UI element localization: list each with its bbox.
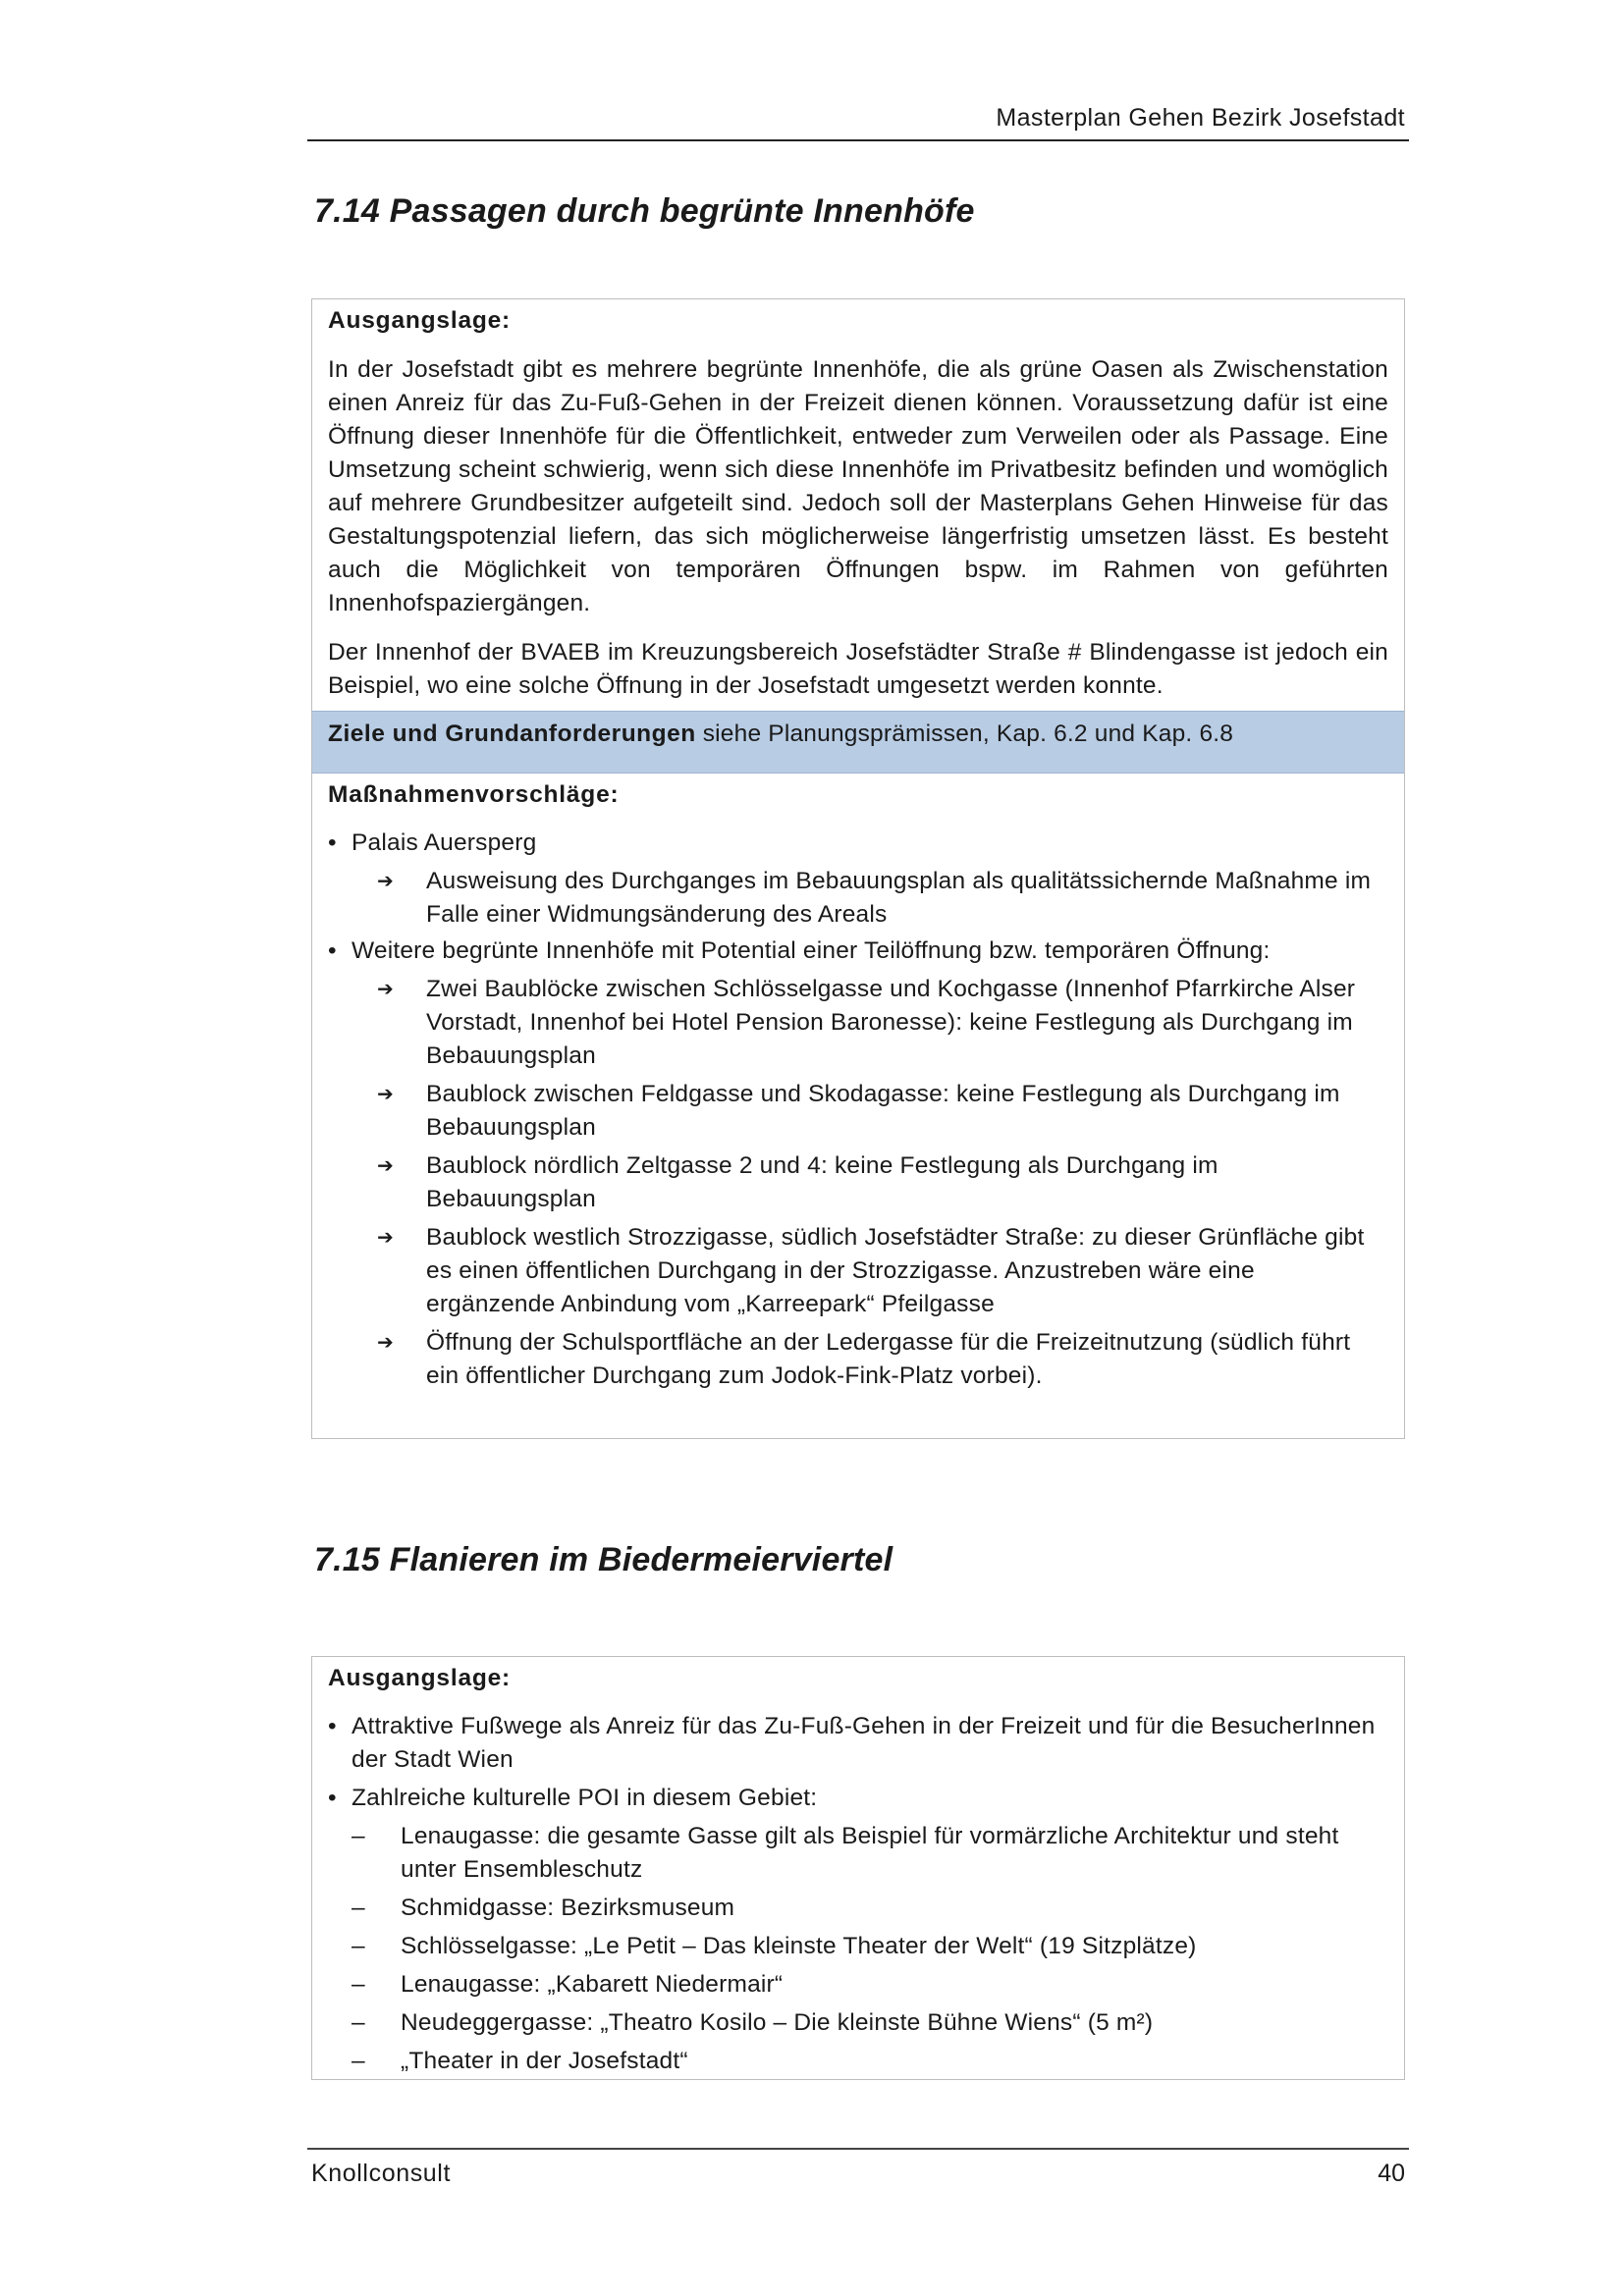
arrow-icon: ➔ xyxy=(377,1227,394,1249)
list-item: ➔ Ausweisung des Durchganges im Bebauungsplan als qualitätssichernde Maßnahme im Falle einer Widmungsänderung des Areals xyxy=(328,865,1388,932)
list-item: ➔ Baublock zwischen Feldgasse und Skodagasse: keine Festlegung als Durchgang im Bebauungsplan xyxy=(328,1078,1388,1145)
list-item: – Schmidgasse: Bezirksmuseum xyxy=(352,1895,735,1921)
ausgangslage-label-2: Ausgangslage: xyxy=(328,1665,512,1691)
ausgangslage-para-1: In der Josefstadt gibt es mehrere begrünte Innenhöfe, die als grüne Oasen als Zwischenstation einen Anreiz für das Zu-Fuß-Gehen in der Freizeit dienen können. Voraussetzung dafür ist eine Öffnung dieser Innenhöfe für die Öffentlichkeit, entweder zum Verweilen oder als Passage. Eine Umsetzung scheint schwierig, wenn sich diese Innenhöfe im Privatbesitz befinden und womöglich auf mehrere Grundbesitzer aufgeteilt sind. Jedoch soll der Masterplans Gehen Hinweise für das Gestaltungspotenzial liefern, das sich möglicherweise längerfristig umsetzen lässt. Es besteht auch die Möglichkeit von temporären Öffnungen bspw. im Rahmen von geführten Innenhofspaziergängen. xyxy=(328,356,1388,616)
list-item: – Lenaugasse: „Kabarett Niedermair“ xyxy=(352,1971,784,1998)
list-item: – Lenaugasse: die gesamte Gasse gilt als Beispiel für vormärzliche Architektur und steht unter Ensembleschutz xyxy=(352,1823,1339,1883)
arrow-icon: ➔ xyxy=(377,1155,394,1177)
goals-label: Ziele und Grundanforderungen xyxy=(328,721,696,747)
poi-list xyxy=(328,1710,1388,2078)
section-7-14-heading: 7.14 Passagen durch begrünte Innenhöfe xyxy=(314,192,975,230)
list-item: – Schlösselgasse: „Le Petit – Das kleinste Theater der Welt“ (19 Sitzplätze) xyxy=(352,1933,1197,1959)
list-item: • Weitere begrünte Innenhöfe mit Potential einer Teilöffnung bzw. temporären Öffnung: xyxy=(328,934,1388,968)
list-item: ➔ Baublock nördlich Zeltgasse 2 und 4: keine Festlegung als Durchgang im Bebauungsplan xyxy=(328,1149,1388,1216)
ausgangslage-cell xyxy=(312,299,1404,703)
list-item: – Neudeggergasse: „Theatro Kosilo – Die kleinste Bühne Wiens“ (5 m²) xyxy=(352,2009,1154,2036)
ausgangslage-cell-2 xyxy=(312,1657,1404,2078)
goals-reference: siehe Planungsprämissen, Kap. 6.2 und Kap. 6.8 xyxy=(695,721,1234,747)
list-item: • Zahlreiche kulturelle POI in diesem Gebiet: xyxy=(328,1782,1388,1815)
list-item: ➔ Baublock westlich Strozzigasse, südlich Josefstädter Straße: zu dieser Grünfläche gibt es einen öffentlichen Durchgang in der Strozzigasse. Anzustreben wäre eine ergänzende Anbindung vom „Karreepark“ Pfeilgasse xyxy=(328,1221,1388,1321)
massnahmen-cell xyxy=(312,774,1404,1393)
ausgangslage-label: Ausgangslage: xyxy=(328,307,512,334)
header-title: Masterplan Gehen Bezirk Josefstadt xyxy=(996,104,1405,132)
section-7-15-heading: 7.15 Flanieren im Biedermeierviertel xyxy=(314,1541,893,1578)
section-7-15-box xyxy=(311,1656,1405,2080)
arrow-icon: ➔ xyxy=(377,1084,394,1105)
page-number: 40 xyxy=(1378,2160,1405,2187)
arrow-icon: ➔ xyxy=(377,871,394,892)
list-item: – „Theater in der Josefstadt“ xyxy=(352,2048,688,2074)
footer-company: Knollconsult xyxy=(311,2160,452,2187)
arrow-icon: ➔ xyxy=(377,979,394,1000)
massnahmen-label: Maßnahmenvorschläge: xyxy=(328,781,620,808)
list-item: ➔ Zwei Baublöcke zwischen Schlösselgasse und Kochgasse (Innenhof Pfarrkirche Alser Vorstadt, Innenhof bei Hotel Pension Baronesse): keine Festlegung als Durchgang im Bebauungsplan xyxy=(328,973,1388,1073)
massnahmen-list xyxy=(328,827,1388,1393)
page-header xyxy=(307,98,1409,141)
list-item: • Attraktive Fußwege als Anreiz für das Zu-Fuß-Gehen in der Freizeit und für die BesucherInnen der Stadt Wien xyxy=(328,1710,1388,1777)
goals-row xyxy=(312,711,1404,774)
section-7-14-box xyxy=(311,298,1405,1439)
list-item: • Palais Auersperg xyxy=(328,827,1388,860)
page-footer xyxy=(307,2148,1409,2187)
ausgangslage-para-2: Der Innenhof der BVAEB im Kreuzungsbereich Josefstädter Straße # Blindengasse ist jedoch ein Beispiel, wo eine solche Öffnung in der Josefstadt umgesetzt werden konnte. xyxy=(328,639,1388,699)
list-item: ➔ Öffnung der Schulsportfläche an der Ledergasse für die Freizeitnutzung (südlich führt ein öffentlicher Durchgang zum Jodok-Fink-Platz vorbei). xyxy=(328,1326,1388,1393)
arrow-icon: ➔ xyxy=(377,1332,394,1354)
